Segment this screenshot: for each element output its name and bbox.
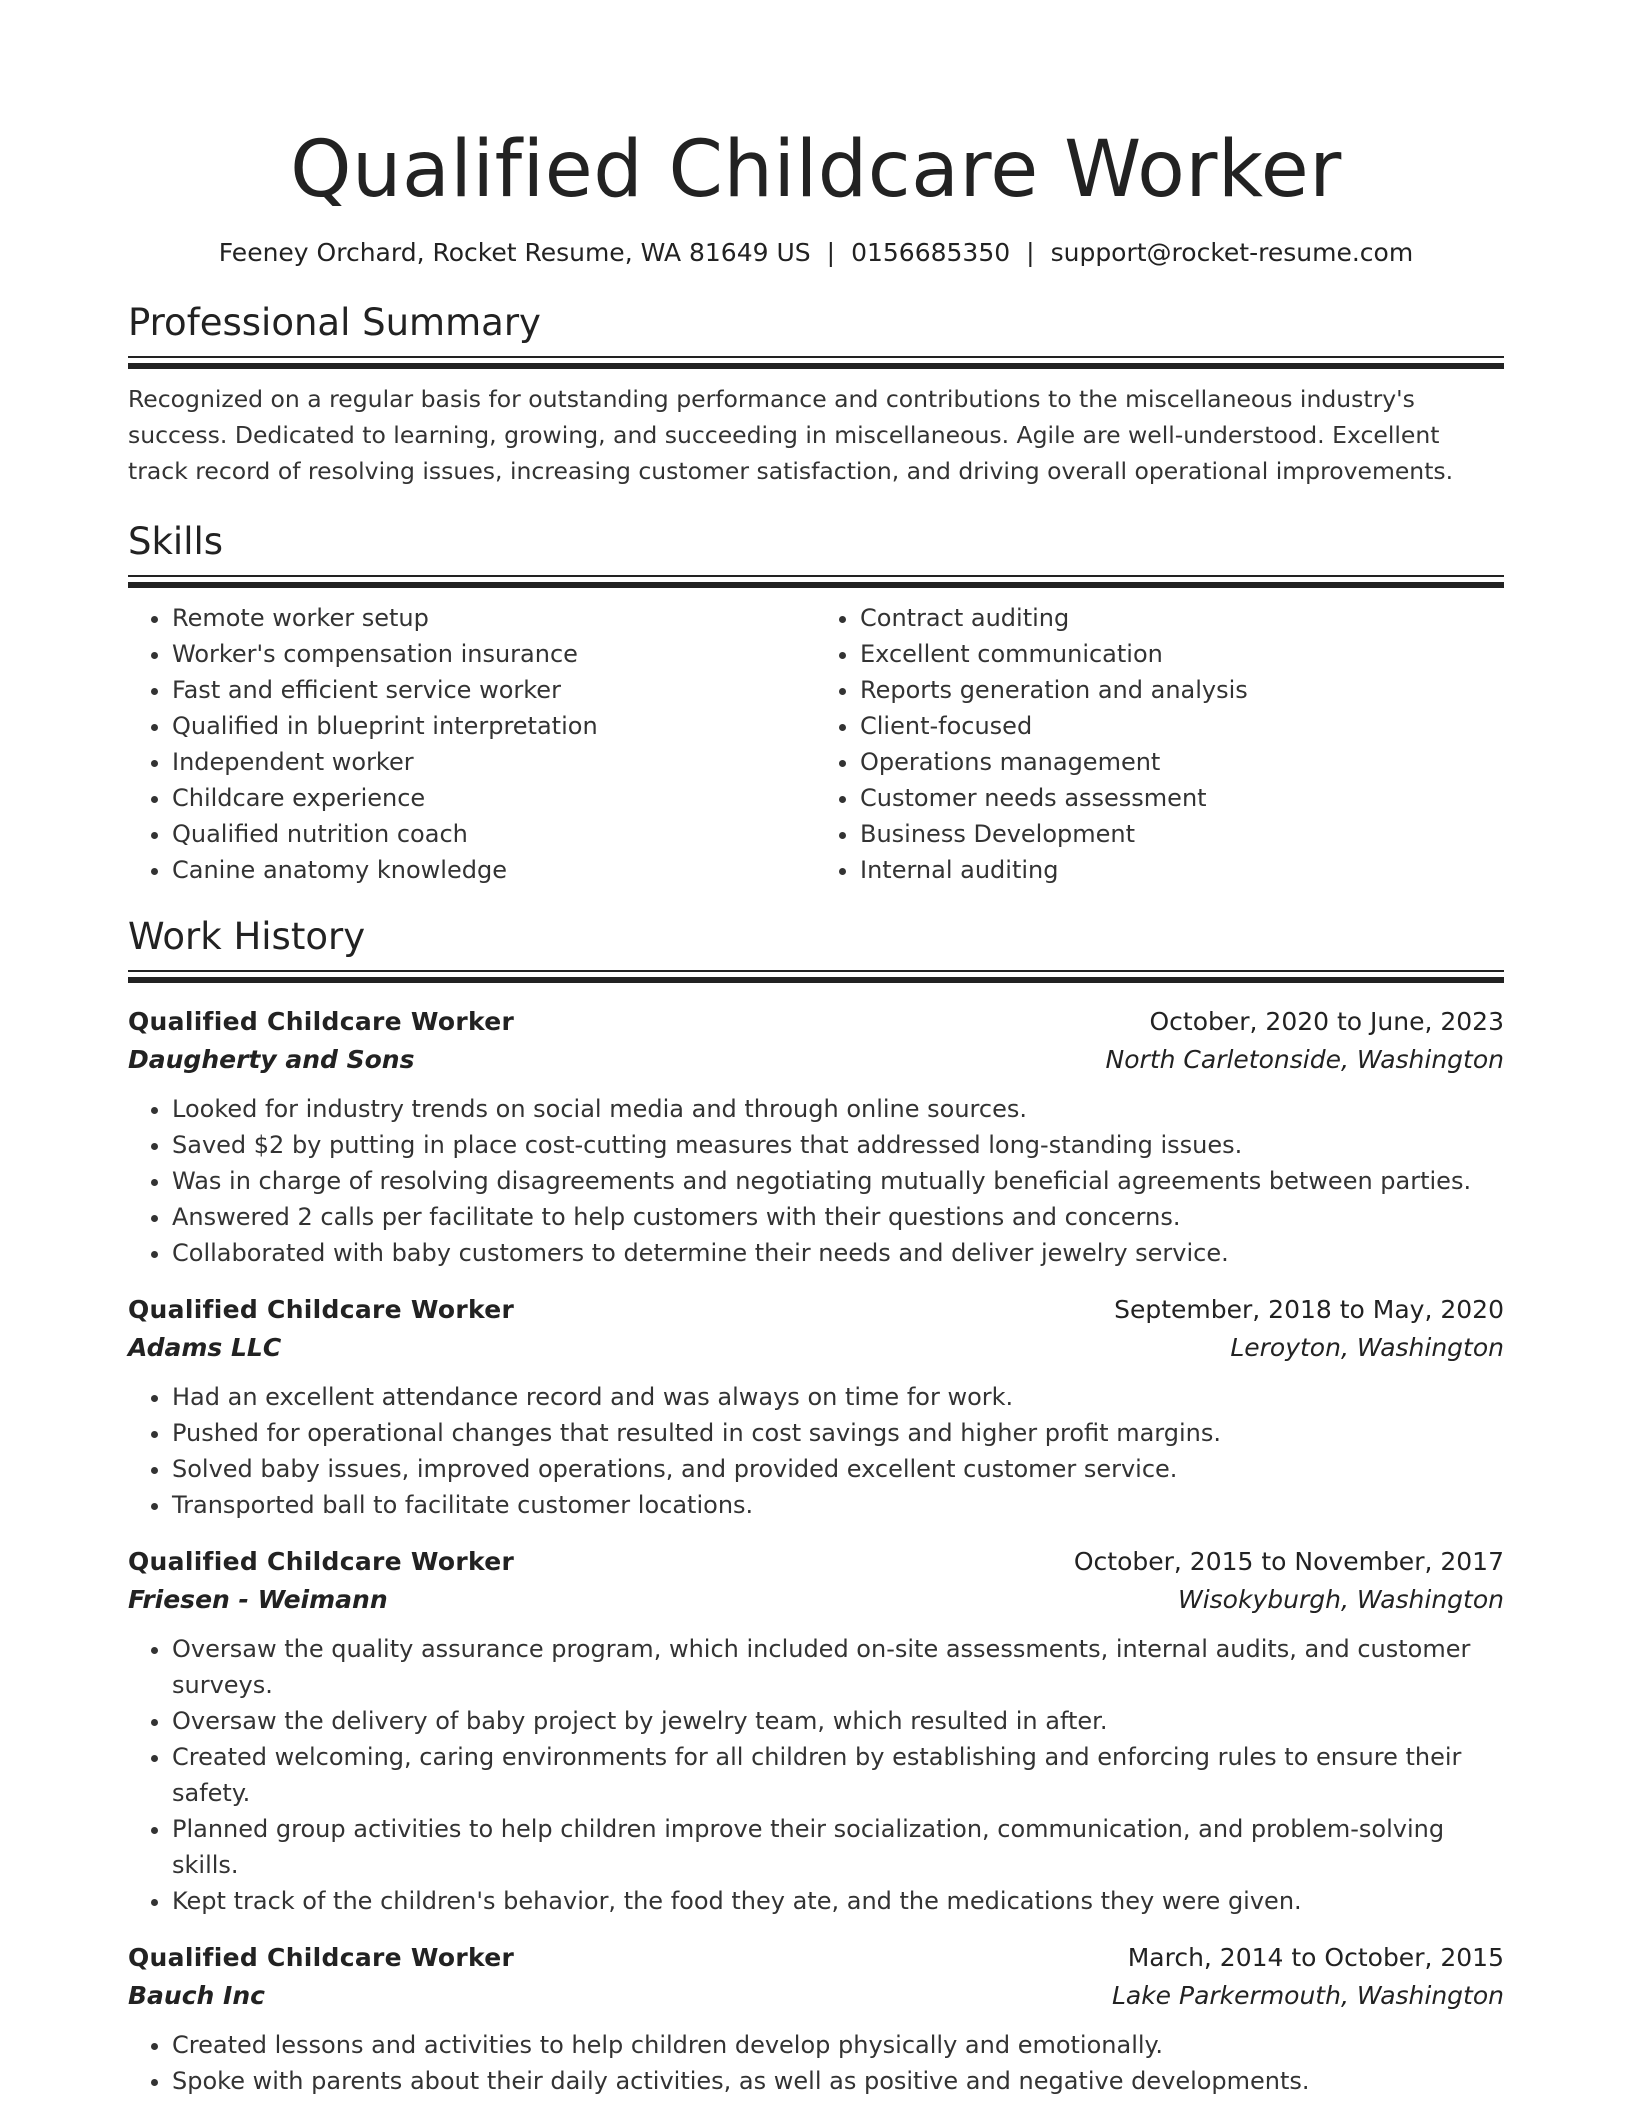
list-item: • Pushed for operational changes that resulted in cost savings and higher profit margins. [172,1415,1504,1451]
job-company: Daugherty and Sons [128,1045,415,1074]
list-item: • Fast and efficient service worker [172,672,816,708]
job-location: Wisokyburgh, Washington [1177,1585,1504,1614]
list-item: • Reports generation and analysis [860,672,1504,708]
job-entry [128,1543,1504,1919]
list-item: • Was in charge of resolving disagreements and negotiating mutually beneficial agreements between parties. [172,1163,1504,1199]
job-title: Qualified Childcare Worker [128,1295,515,1324]
job-entry [128,1939,1504,2099]
list-item: • Excellent communication [860,636,1504,672]
section-divider [128,575,1504,588]
job-bullets [128,1379,1504,1523]
list-item: • Operations management [860,744,1504,780]
job-company: Friesen - Weimann [128,1585,388,1614]
job-header-row [128,1003,1504,1041]
list-item: • Oversaw the quality assurance program, which included on-site assessments, internal audits, and customer surveys. [172,1631,1504,1703]
list-item: • Saved $2 by putting in place cost-cutting measures that addressed long-standing issues. [172,1127,1504,1163]
skills-list-right [816,600,1504,888]
job-company-row [128,1041,1504,1079]
job-header-row [128,1939,1504,1977]
list-item: • Oversaw the delivery of baby project by jewelry team, which resulted in after. [172,1703,1504,1739]
contact-separator: | [1026,238,1035,267]
section-divider [128,970,1504,983]
job-header-row [128,1291,1504,1329]
job-title: Qualified Childcare Worker [128,1547,515,1576]
job-title: Qualified Childcare Worker [128,1007,515,1036]
list-item: • Contract auditing [860,600,1504,636]
list-item: • Canine anatomy knowledge [172,852,816,888]
list-item: • Independent worker [172,744,816,780]
list-item: • Internal auditing [860,852,1504,888]
job-bullets [128,1091,1504,1271]
list-item: • Remote worker setup [172,600,816,636]
skills-columns [128,600,1504,888]
skills-heading: Skills [128,520,224,563]
contact-address: Feeney Orchard, Rocket Resume, WA 81649 US [218,238,811,267]
list-item: • Answered 2 calls per facilitate to help customers with their questions and concerns. [172,1199,1504,1235]
list-item: • Had an excellent attendance record and was always on time for work. [172,1379,1504,1415]
list-item: • Solved baby issues, improved operations, and provided excellent customer service. [172,1451,1504,1487]
list-item: • Customer needs assessment [860,780,1504,816]
list-item: • Looked for industry trends on social media and through online sources. [172,1091,1504,1127]
job-bullets [128,1631,1504,1919]
job-company-row [128,1977,1504,2015]
job-company-row [128,1329,1504,1367]
job-company: Bauch Inc [128,1981,265,2010]
list-item: • Transported ball to facilitate customer locations. [172,1487,1504,1523]
job-location: Lake Parkermouth, Washington [1111,1981,1504,2010]
list-item: • Business Development [860,816,1504,852]
job-location: North Carletonside, Washington [1105,1045,1504,1074]
list-item: • Created lessons and activities to help children develop physically and emotionally. [172,2027,1504,2063]
work-history-heading: Work History [128,915,366,958]
job-title: Qualified Childcare Worker [128,1943,515,1972]
contact-line [128,236,1504,270]
job-bullets [128,2027,1504,2099]
list-item: • Qualified in blueprint interpretation [172,708,816,744]
job-entry [128,1291,1504,1523]
list-item: • Worker's compensation insurance [172,636,816,672]
list-item: • Created welcoming, caring environments for all children by establishing and enforcing rules to ensure their safety. [172,1739,1504,1811]
summary-text: Recognized on a regular basis for outstanding performance and contributions to the miscellaneous industry's success. Dedicated to learning, growing, and succeeding in miscellaneous. Agile are well-understood. Excellent track record of resolving issues, increasing customer satisfaction, and driving overall operational improvements. [128,385,1454,485]
job-header-row [128,1543,1504,1581]
list-item: • Planned group activities to help children improve their socialization, communication, and problem-solving skills. [172,1811,1504,1883]
contact-phone: 0156685350 [851,238,1011,267]
job-company: Adams LLC [128,1333,282,1362]
list-item: • Childcare experience [172,780,816,816]
contact-separator: | [826,238,836,267]
job-location: Leroyton, Washington [1230,1333,1504,1362]
list-item: • Client-focused [860,708,1504,744]
resume-content [128,0,1504,2099]
job-dates: October, 2020 to June, 2023 [1149,1007,1504,1036]
job-company-row [128,1581,1504,1619]
summary-heading: Professional Summary [128,301,541,344]
job-dates: March, 2014 to October, 2015 [1127,1943,1504,1972]
contact-email: support@rocket-resume.com [1050,238,1414,267]
list-item: • Spoke with parents about their daily activities, as well as positive and negative developments. [172,2063,1504,2099]
job-entry [128,1003,1504,1271]
job-dates: September, 2018 to May, 2020 [1114,1295,1504,1324]
section-divider [128,356,1504,369]
skills-list-left [128,600,816,888]
resume-title: Qualified Childcare Worker [290,125,1342,215]
summary-section [128,300,1504,489]
work-history-section [128,914,1504,2099]
list-item: • Qualified nutrition coach [172,816,816,852]
list-item: • Kept track of the children's behavior, the food they ate, and the medications they were given. [172,1883,1504,1919]
skills-section [128,519,1504,888]
jobs-list [128,1003,1504,2099]
job-dates: October, 2015 to November, 2017 [1073,1547,1504,1576]
list-item: • Collaborated with baby customers to determine their needs and deliver jewelry service. [172,1235,1504,1271]
